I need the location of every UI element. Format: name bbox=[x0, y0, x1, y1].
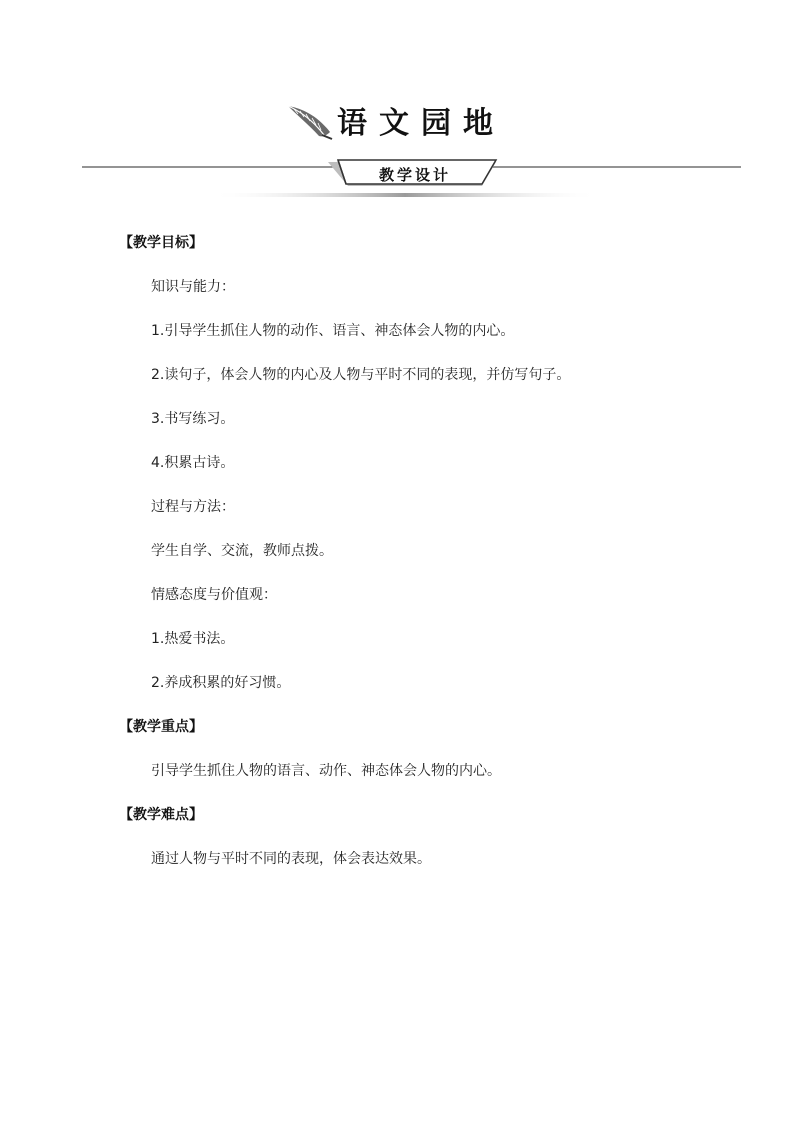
document-body bbox=[119, 232, 719, 870]
objective-line: 2.养成积累的好习惯。 bbox=[151, 675, 291, 691]
banner-label: 教学设计 bbox=[378, 166, 451, 184]
difficulties-heading: 【教学难点】 bbox=[119, 807, 203, 823]
quill-icon bbox=[286, 102, 334, 140]
key-point-line: 引导学生抓住人物的语言、动作、神态体会人物的内心。 bbox=[151, 763, 501, 779]
objectives-heading: 【教学目标】 bbox=[119, 235, 203, 251]
objective-line: 知识与能力： bbox=[151, 279, 235, 295]
objective-line: 1.热爱书法。 bbox=[151, 631, 235, 647]
objective-line: 4.积累古诗。 bbox=[151, 455, 235, 471]
difficulty-line: 通过人物与平时不同的表现，体会表达效果。 bbox=[151, 851, 431, 867]
page-header bbox=[0, 98, 794, 150]
objective-line: 2.读句子，体会人物的内心及人物与平时不同的表现，并仿写句子。 bbox=[151, 367, 571, 383]
key-points-heading: 【教学重点】 bbox=[119, 719, 203, 735]
page-title: 语文园地 bbox=[337, 106, 505, 141]
objective-line: 情感态度与价值观： bbox=[151, 587, 277, 603]
objective-line: 3.书写练习。 bbox=[151, 411, 235, 427]
section-banner bbox=[0, 150, 794, 210]
objective-line: 过程与方法： bbox=[151, 499, 235, 515]
objective-line: 学生自学、交流，教师点拨。 bbox=[151, 543, 333, 559]
objective-line: 1.引导学生抓住人物的动作、语言、神态体会人物的内心。 bbox=[151, 323, 515, 339]
